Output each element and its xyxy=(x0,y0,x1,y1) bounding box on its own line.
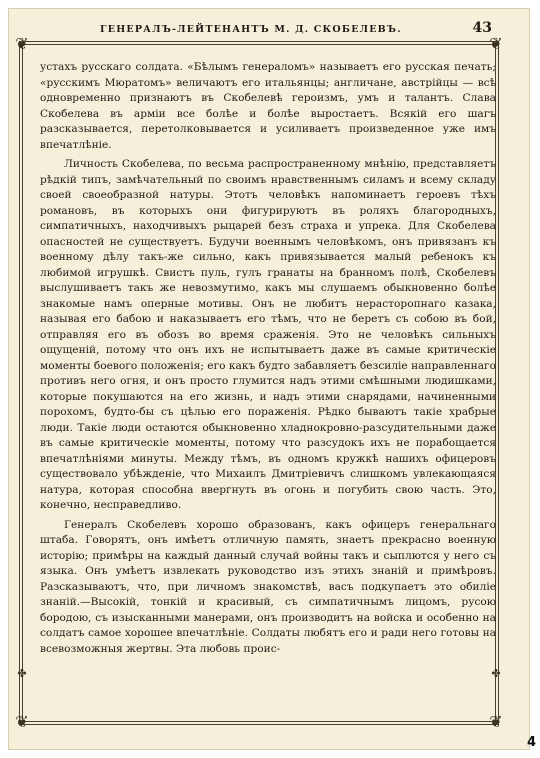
corner-ornament-icon: ❦ xyxy=(489,34,503,53)
paragraph: Личность Скобелева, по весьма распространенному мнѣнію, представляетъ рѣдкій типъ, замѣчательный по своимъ нравственнымъ силамъ и всему складу своей своеобразной натуры. Этотъ человѣкъ напоминаетъ героевъ тѣхъ романовъ, въ которыхъ они фигурируютъ въ роляхъ благородныхъ, симпатичныхъ, находчивыхъ рыцарей безъ страха и упрека. Для Скобелева опасностей не существуетъ. Будучи военнымъ человѣкомъ, онъ привязанъ къ военному дѣлу такъ-же сильно, какъ привязывается малый ребенокъ къ любимой игрушкѣ. Свистъ пуль, гулъ гранаты на бранномъ полѣ, Скобелевъ выслушиваетъ такъ же невозмутимо, какъ мы слушаемъ обыкновенно болѣе знакомые намъ оперные мотивы. Онъ не любитъ нерасторопнаго казака, называя его бабою и наказываетъ его тѣмъ, что не беретъ съ собою въ бой, отправляя его въ обозъ во время сраженія. Это не человѣкъ сильныхъ ощущеній, потому что онъ ихъ не испытываетъ даже въ самые критическіе моменты боевого положенія; его какъ будто забавляетъ безсиліе направленнаго противъ него огня, и онъ просто глумится надъ этими смѣшными людишками, которые покушаются на его жизнь, и надъ этими снарядами, начиненными порохомъ, будто-бы съ цѣлью его пораженія. Рѣдко бываютъ такіе храбрые люди. Такіе люди остаются обыкновенно хладнокровно-разсудительными даже въ самые критическіе моменты, потому что разсудокъ ихъ не порабощается впечатлѣніями минуты. Между тѣмъ, въ одномъ кружкѣ нашихъ офицеровъ существовало убѣжденіе, что Михаилъ Дмитріевичъ слишкомъ увлекающаяся натура, которая способна ввергнуть въ огонь и погубить свою часть. Это, конечно, несправедливо. xyxy=(40,158,496,511)
side-ornament-icon: ✤ xyxy=(17,667,27,680)
running-title: ГЕНЕРАЛЪ-ЛЕЙТЕНАНТЪ М. Д. СКОБЕЛЕВЪ. xyxy=(100,24,402,35)
page-header xyxy=(30,20,500,40)
page-number: 43 xyxy=(472,20,492,36)
corner-page-number: 4 xyxy=(526,735,536,750)
corner-ornament-icon: ❦ xyxy=(489,712,503,731)
body-text xyxy=(40,60,496,661)
book-page xyxy=(8,8,530,750)
paragraph: Генералъ Скобелевъ хорошо образованъ, какъ офицеръ генеральнаго штаба. Говорятъ, онъ имѣетъ отличную память, знаетъ прекрасно военную исторію; примѣры на каждый данный случай войны такъ и сыплются у него съ языка. Онъ умѣетъ извлекать руководство изъ этихъ знаній и примѣровъ. Разсказываютъ, что, при личномъ знакомствѣ, васъ подкупаетъ это обиліе знаній.—Высокій, тонкій и красивый, съ симпатичнымъ лицомъ, русою бородою, съ изысканными манерами, онъ производитъ на войска и особенно на солдатъ самое хорошее впечатлѣніе. Солдаты любятъ его и ради него готовы на всевозможныя жертвы. Эта любовь проис- xyxy=(40,518,496,655)
side-ornament-icon: ✤ xyxy=(491,667,501,680)
paragraph: устахъ русскаго солдата. «Бѣлымъ генераломъ» называетъ его русская печать; «русскимъ Мюратомъ» величаютъ его итальянцы; англичане, австрійцы — всѣ одновременно признаютъ въ Скобелевѣ героизмъ, умъ и талантъ. Слава Скобелева въ арміи все болѣе и болѣе выростаетъ. Всякій его шагъ разсказывается, перетолковывается и усиливаетъ произведенное уже имъ впечатлѣніе. xyxy=(40,61,496,151)
corner-ornament-icon: ❦ xyxy=(15,712,29,731)
corner-ornament-icon: ❦ xyxy=(15,34,29,53)
